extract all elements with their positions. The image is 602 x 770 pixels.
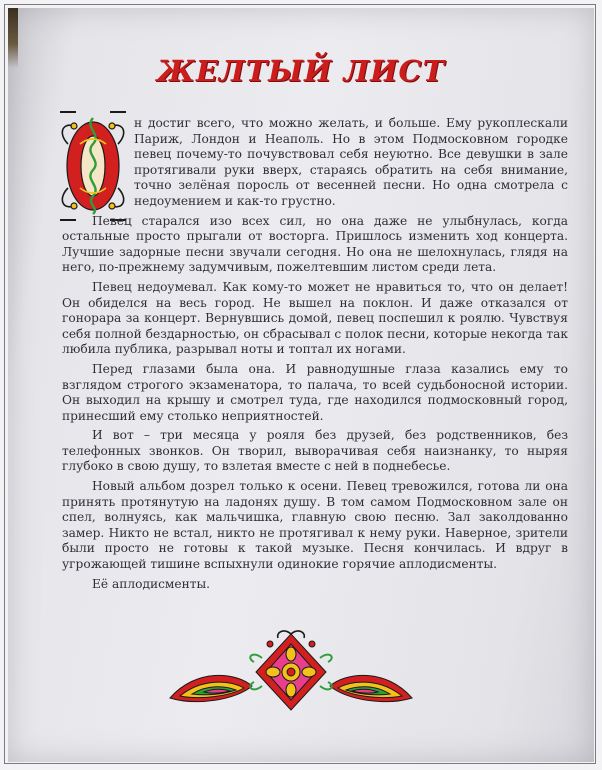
paragraph-6: Новый альбом дозрел только к осени. Певец тревожился, готова ли она принять протянутую на ладонях душу. В том самом Подмосковном зале он спел, волнуясь, как мальчишка, главную свою песню. Зал заколдованно замер. Никто не встал, никто не протягивал к нему руки. Наверное, зрители были просто не готовы к такой музыке. Песня кончилась. И вдруг в угрожающей тишине вспыхнули одинокие горячие аплодисменты. <box>62 479 568 572</box>
floral-ornament-icon <box>166 628 416 720</box>
paragraph-7: Её аплодисменты. <box>92 576 211 591</box>
paragraph-1: н достиг всего, что можно желать, и больше. Ему рукоплескали Париж, Лондон и Неаполь. Но в этом Подмосковном городке певец почему-то почувствовал себя неуютно. Все девушки в зале протягивали руки вверх, стараясь обратить на себя внимание, точно зелёная поросль от весенней песни. Но одна смотрела с недоумением и как-то грустно. <box>134 116 568 208</box>
book-page <box>8 8 594 762</box>
paragraph-4: Перед глазами была она. И равнодушные глаза казались ему то взглядом строгого экзаменатора, то палача, то всей судьбоносной истории. Он выходил на крышу и смотрел туда, где находился подмосковный город, принесший ему столько неприятностей. <box>62 361 568 423</box>
paragraph-2: Певец старался изо всех сил, но она даже не улыбнулась, когда остальные просто прыгали от восторга. Пришлось изменить ход концерта. Лучшие задорные песни звучали сегодня. Но она не шелохнулась, глядя на него, по-прежнему задумчивым, пожелтевшим листом среди лета. <box>62 213 568 275</box>
paragraph-3: Певец недоумевал. Как кому-то может не нравиться то, что он делает! Он обиделся на весь город. Не вышел на поклон. И даже отказался от гонорара за концерт. Вернувшись домой, певец поспешил к роялю. Чувствуя себя полной бездарностью, он сбрасывал с полок песни, которые некогда так любила публика, разрывал ноты и топтал их ногами. <box>62 279 568 357</box>
story-text <box>62 116 568 596</box>
paragraph-5: И вот – три месяца у рояля без друзей, без родственников, без телефонных звонков. Он творил, выворачивая себя наизнанку, то ныряя глубоко в свою душу, то взлетая вместе с ней в поднебесье. <box>62 428 568 474</box>
page-title: ЖЕЛТЫЙ ЛИСТ <box>156 54 446 88</box>
